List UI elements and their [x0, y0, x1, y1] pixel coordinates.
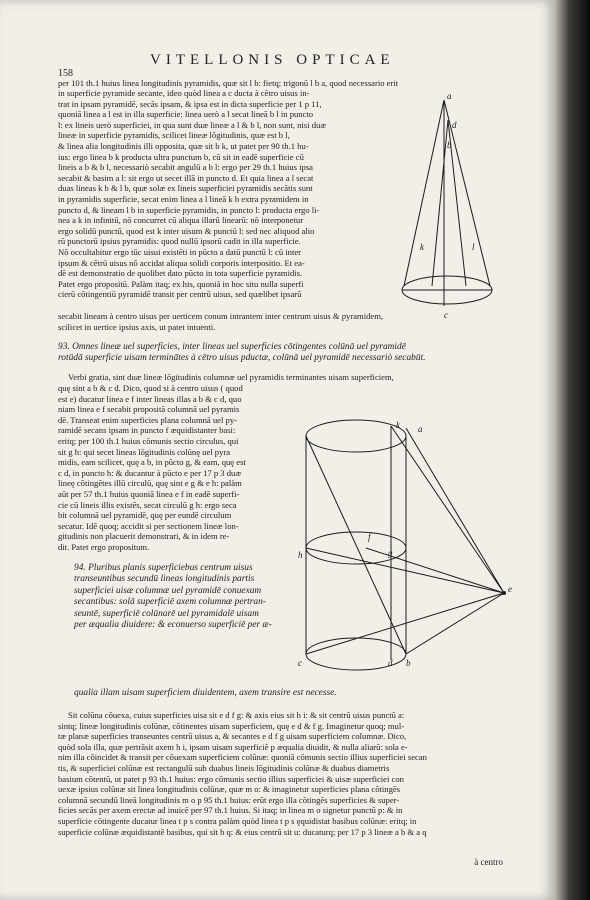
text-line: Patet ergo propositū. Palàm itaq; ex his, quoniā in hoc situ nulla superfi: [58, 278, 304, 289]
text-line: ergo solidū punctū, quod est k inter uisum & punctū l: sed nec aliquod alio: [58, 225, 315, 236]
text-line: cie cū lineis illis existēs, secat circulū g h: ergo seca: [58, 499, 237, 510]
text-line: puncto d, & lineam l b in superficie pyramidis, in puncto l: producta ergo li-: [58, 204, 320, 215]
prop-line: rotūdā superficie uisam terminātes à cētro uisus pductæ, colūnā uel pyramidē necessariò secabūt.: [58, 353, 426, 364]
text-line: tæ planæ superficies transeuntes centrū uisus a, & secantes e d f g uisam superficiem columnæ. Dico,: [58, 731, 407, 742]
text-line: quoniā linea a l est in illa superficie: linea uerò a l secat lineā b l in puncto: [58, 109, 314, 120]
text-line: superficie colūnæ æquidistantē basibus, qui sit b q: & eius centrū sit u: ducaturq; per 17 p 3 lineæ a b & a q: [58, 826, 427, 837]
book-spine-edge: [555, 0, 590, 900]
text-line: eritq; per 100 th.1 huius cōmunis sectio circulus, qui: [58, 435, 239, 446]
label-b: b: [406, 658, 411, 668]
label-l: l: [472, 242, 475, 252]
text-line: secabit & basim a l: sit ergo ut secet illā in puncto d. Et quia linea a l secat: [58, 172, 314, 183]
prop-line: per æqualia diuidere: & econuerso superficiē per æ-: [74, 620, 272, 631]
text-line: bit columnā uel pyramidē, quę per eundē circulum: [58, 510, 232, 521]
label-a: a: [418, 424, 423, 434]
label-h: h: [298, 550, 303, 560]
text-line: in superficie pyramide secante, ideo quòd linea a c ducta à cētro uisus in-: [58, 88, 310, 98]
text-line: quòd sola illa, quæ pertrāsit axem h i, ipsam uisam superficiē p æqualia diuidit, & nulla aliarū: sola e-: [58, 741, 408, 752]
text-line: scilicet in uertice ipsius axis, ut patet intuenti.: [58, 321, 216, 332]
text-block-1-narrow: [58, 88, 393, 300]
text-line: l: ex lineis uerò superficiei, in qua sunt duæ lineæ a l & b l, non sunt, nisi duæ: [58, 119, 327, 130]
text-line: trat in ipsam pyramidē, secās ipsam, & ipsa est in dicta superficie per 1 p 11,: [58, 98, 322, 109]
proposition-93: [58, 342, 536, 365]
prop-line: 93. Omnes lineæ uel superficies, inter lineas uel superficies cōtingentes colūnā uel pyramidē: [58, 342, 406, 352]
page-number: 158: [58, 68, 73, 79]
text-line: gitudinis non placuerit demonstrari, & in idem re-: [58, 531, 230, 542]
label-f: f: [368, 532, 371, 542]
text-line: midis, eam scilicet, quę a b, in pūcto g, & eam, quę est: [58, 457, 246, 468]
label-k: k: [396, 420, 400, 430]
label-e: e: [508, 584, 512, 594]
text-line: c d, in puncto h: & ducantur à pūcto e per 17 p 3 duæ: [58, 467, 242, 478]
text-line: nim illa cōincidet & transit per cōuexam superficiem colūnæ: quoniā cōmunis sectio illius superficiei secan: [58, 752, 427, 763]
running-head: VITELLONIS OPTICAE: [150, 52, 395, 68]
label-c: c: [444, 310, 448, 320]
text-line: aūt per 57 th.1 huius quoniā linea e f in eadē superfi-: [58, 488, 240, 499]
text-line: dit. Patet ergo propositum.: [58, 541, 150, 552]
label-d: d: [388, 658, 393, 668]
text-line: duas lineas k b & l b, quæ solæ ex lineis superficiei pyramidis secātis sunt: [58, 183, 313, 194]
prop-line: qualia illam uisam superficiem diuidentem, axem transire est necesse.: [74, 688, 337, 698]
figure-cone-diagram: [392, 90, 510, 320]
catchword: à centro: [474, 857, 503, 867]
text-line: lineis a b & b l, necessariò secabit angulū a b l: ergo per 29 th.1 huius ipsa: [58, 162, 313, 173]
figure-cylinder-diagram: [296, 408, 518, 688]
text-line: est e) ducatur linea e f inter lineas illas a b & c d, quo: [58, 393, 242, 404]
text-line: Sit colūna cōuexa, cuius superficies uisa sit e d f g: & axis eius sit h i: & sit centrū uisus punctū a:: [68, 710, 405, 720]
text-line: ficies secās per axem erectæ ad inuicē per 97 th.1 huius. Si itaq; in linea m o signetur punctū p: & in: [58, 805, 403, 816]
text-line: cierū cōtingentiū pyramidē transit per centrū uisus, sed quælibet ipsarū: [58, 289, 302, 300]
text-line: nea a k in infinitū, nō concurret cū aliqua illarū linearū: nō interponetur: [58, 215, 304, 226]
text-line: columnā secundū lineā longitudinis m o p 95 th.1 huius: erūt ergo illa cōtingēs superficies & super-: [58, 794, 400, 805]
text-line: niam linea e f secabit propositā columnā uel pyramis: [58, 404, 240, 415]
text-line: Verbi gratia, sint duæ lineæ lōgitudinis columnæ uel pyramidis terminantes uisam superficiem,: [68, 372, 394, 382]
prop-line: transeuntibus secundū lineas longitudinis partis: [74, 574, 255, 585]
prop-line: superficiei uisæ columnæ uel pyramidē conuexam: [74, 585, 262, 596]
text-line: secabit lineam à centro uisus per uerticem conum intrantem inter centrum uisus & pyramidem,: [58, 311, 384, 321]
text-line: ipsum & cētrū uisus nō accidat aliqua solidi corporis interpositio. Et ea-: [58, 257, 305, 268]
text-line: secatur. Idē quoq; accidit si per sectionem lineæ lon-: [58, 520, 239, 531]
label-g: g: [388, 548, 393, 558]
text-line: sit g h: qui secet lineas lōgitudinis colūnę uel pyra: [58, 446, 231, 457]
text-line: dē est demonstratio de quolibet dato pūcto in tota superficie pyramidis.: [58, 268, 303, 279]
proposition-94: [74, 563, 306, 631]
prop-line: seuntē, superficiē colūnarē uel pyramidalē uisam: [74, 608, 259, 619]
text-block-3: [58, 710, 530, 837]
text-block-2: [58, 383, 303, 553]
text-line: per 101 th.1 huius linea longitudinis pyramidis, quæ sit l b: fietq; trigonū l b a, quod necessario erit: [58, 78, 399, 88]
text-line: in pyramidis superficie, secat enim linea a l lineā k b extra pyramidem in: [58, 193, 309, 204]
text-line: dē. Transeat enim superficies plana columnā uel py-: [58, 414, 237, 425]
prop-line: secantibus: solā superficiē axem columnæ pertran-: [74, 597, 266, 608]
text-block-1: [58, 78, 530, 89]
label-b: b: [447, 140, 452, 150]
text-line: rū punctorū ipsius pyramidis: quod nullū ipsorū cadit in illa superficie.: [58, 236, 301, 247]
text-line: uexæ ipsius colūnæ sit linea longitudinis colūnæ, quæ m o: & imaginetur superficies plana cōtingēs: [58, 784, 401, 795]
text-line: ius: ergo linea b k producta ultra punctum b, cū sit in eadē superficie cū: [58, 151, 304, 162]
text-line: sintq; lineæ longitudinis colūnæ, cōtinentes uisam superficiem, quę e d & f g. Imaginetur quoq; mul-: [58, 720, 405, 731]
text-line: & linea alia longitudinis illi opposita, quæ sit b k, ut patet per 90 th.1 hu-: [58, 140, 309, 151]
prop-line: 94. Pluribus planis superficiebus centrum uisus: [74, 563, 253, 573]
text-line: basium cōtentū, ut patet p 93 th.1 huius: ergo cōmunis sectio illius superficiei & uisæ superficiei con: [58, 773, 404, 784]
label-c: c: [298, 658, 302, 668]
label-k: k: [420, 242, 424, 252]
text-line: ramidē secans ipsam in puncto f æquidistanter basi:: [58, 425, 236, 436]
label-d: d: [452, 120, 457, 130]
label-a: a: [447, 91, 452, 101]
text-line: Nō occultabitur ergo tūc uisui existēti in pūcto a datū punctū l: cū inter: [58, 246, 302, 257]
text-line: lineę cōtingētes illū circulū, quę sint e g & e h: palàm: [58, 478, 242, 489]
text-line: superficie cōtingente ducatur linea t p s contra palàm quòd linea t p s ęquidistat basibus colūnæ: eritq; in: [58, 815, 417, 826]
text-line: lineæ in superficie pyramidis, scilicet lineæ lōgitudinis, quæ est b l,: [58, 130, 290, 141]
text-block-2-wide: [58, 372, 530, 383]
text-line: quę sint a b & c d. Dico, quod si à centro uisus ( quod: [58, 383, 243, 393]
proposition-94-last: [74, 688, 404, 699]
text-line: tis, & superficiei colūnæ est rectangulū sub duabus lineis lōgitudinis colūnæ & duabus diametris: [58, 762, 390, 773]
